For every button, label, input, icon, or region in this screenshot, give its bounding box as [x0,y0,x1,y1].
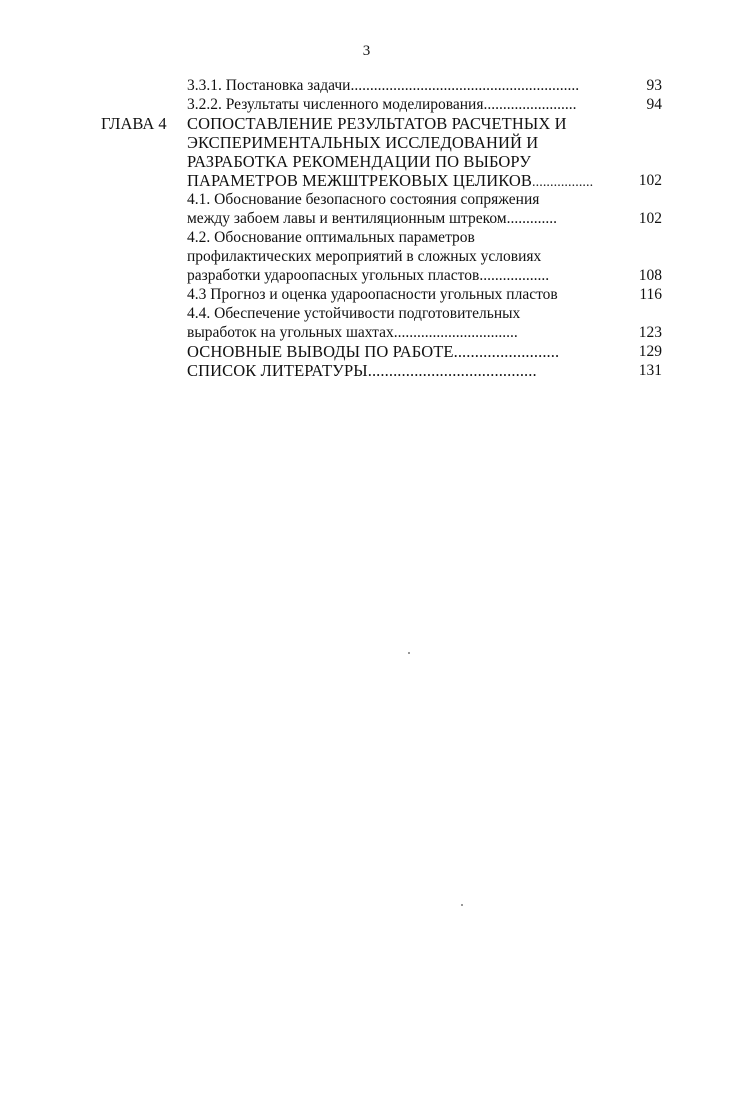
toc-entry-title: 3.2.2. Результаты численного моделирования [187,96,484,113]
toc-page-number: 108 [638,267,662,284]
toc-entry-conclusions [0,342,733,361]
toc-page-number: 94 [646,96,662,113]
toc-entry-title: профилактических мероприятий в сложных условиях [187,248,542,265]
toc-entry-4-1 [0,190,733,228]
toc-chapter-4 [0,114,733,190]
table-of-contents [0,76,733,380]
toc-page-number: 129 [638,343,662,360]
toc-entry-title: 4.2. Обоснование оптимальных параметров [187,229,475,246]
toc-entry-title: ОСНОВНЫЕ ВЫВОДЫ ПО РАБОТЕ [187,342,454,361]
toc-entry-4-4 [0,304,733,342]
toc-leader-dots: ......................... [453,342,560,361]
chapter-title-line: ЭКСПЕРИМЕНТАЛЬНЫХ ИССЛЕДОВАНИЙ И [187,133,539,152]
chapter-title-line: РАЗРАБОТКА РЕКОМЕНДАЦИИ ПО ВЫБОРУ [187,152,532,171]
toc-leader-dots: ........................................................... [350,77,580,94]
toc-entry-title: 4.1. Обоснование безопасного состояния сопряжения [187,191,540,208]
toc-entry-4-3 [0,285,733,304]
toc-entry-title: разработки удароопасных угольных пластов [187,267,480,284]
toc-page-number: 102 [638,210,662,227]
scan-speck [408,652,410,654]
toc-entry-title: выработок на угольных шахтах [187,324,394,341]
chapter-title-line: ПАРАМЕТРОВ МЕЖШТРЕКОВЫХ ЦЕЛИКОВ [187,171,533,190]
toc-page-number: 102 [638,172,662,189]
chapter-title-line: СОПОСТАВЛЕНИЕ РЕЗУЛЬТАТОВ РАСЧЕТНЫХ И [187,114,567,133]
toc-leader-dots: ............. [506,210,557,227]
toc-leader-dots: ................................ [393,324,518,341]
toc-entry-title: 4.3 Прогноз и оценка удароопасности угольных пластов [187,286,558,303]
chapter-label: ГЛАВА 4 [101,114,167,133]
scan-speck [461,904,463,906]
toc-page-number: 131 [638,362,662,379]
toc-entry-references [0,361,733,380]
toc-page-number: 116 [639,286,662,303]
toc-leader-dots: ........................................ [367,361,537,380]
toc-leader-dots: .................. [479,267,550,284]
toc-entry-4-2 [0,228,733,285]
toc-entry-title: 3.3.1. Постановка задачи [187,77,351,94]
toc-page-number: 123 [638,324,662,341]
page-number: 3 [362,43,371,59]
toc-entry-3-3-1 [0,76,733,95]
toc-leader-dots: ................. [532,175,594,190]
toc-entry-3-2-2 [0,95,733,114]
toc-page-number: 93 [646,77,662,94]
toc-entry-title: 4.4. Обеспечение устойчивости подготовительных [187,305,521,322]
toc-leader-dots: ........................ [483,96,577,113]
toc-entry-title: СПИСОК ЛИТЕРАТУРЫ [187,361,368,380]
toc-entry-title: между забоем лавы и вентиляционным штреком [187,210,507,227]
